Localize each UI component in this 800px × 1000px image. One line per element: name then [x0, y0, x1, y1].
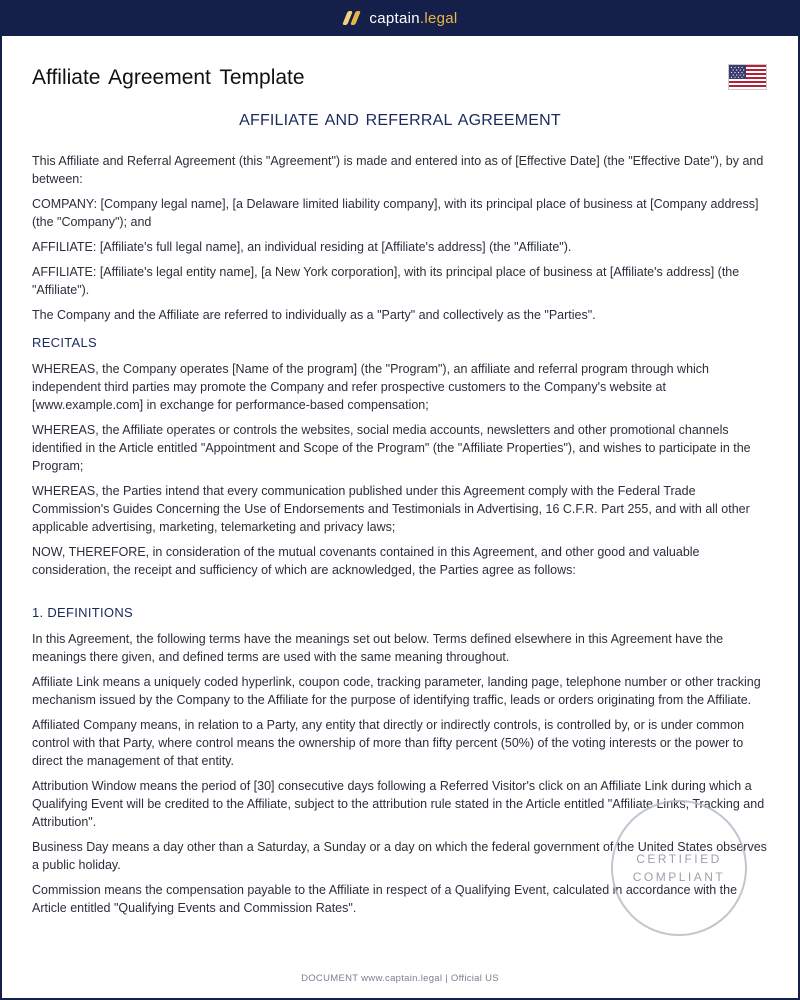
definition-paragraph: Attribution Window means the period of [30] consecutive days following a Referred Visitor's click on an Affiliate Link during which a Qualifying Event will be credited to the Affiliate, subject to the attribution rule stated in the Article entitled "Affiliate Links, Tracking and Attribution". — [32, 779, 765, 829]
definition-paragraph: In this Agreement, the following terms have the meanings set out below. Terms defined elsewhere in this Agreement have the meanings there given, and defined terms are used with the same meaning throughout. — [32, 632, 724, 664]
intro-paragraph: AFFILIATE: [Affiliate's full legal name], an individual residing at [Affiliate's address] (the "Affiliate"). — [32, 240, 572, 254]
definition-paragraph: Commission means the compensation payable to the Affiliate in respect of a Qualifying Event, calculated in accordance with the Article entitled "Qualifying Events and Commission Rates". — [32, 883, 738, 915]
recitals-heading: RECITALS — [32, 335, 98, 350]
footer-text: DOCUMENT www.captain.legal | Official US — [301, 973, 499, 984]
document-title: Affiliate Agreement Template — [32, 66, 305, 89]
recital-paragraph: WHEREAS, the Affiliate operates or controls the websites, social media accounts, newsletters and other promotional channels identified in the Article entitled "Appointment and Scope of the Program" (the "Affiliate Properties"), and wishes to participate in the Program; — [32, 423, 751, 473]
stamp-line: CERTIFIED — [636, 852, 722, 866]
definition-paragraph: Affiliate Link means a uniquely coded hyperlink, coupon code, tracking parameter, landing page, telephone number or other tracking mechanism issued by the Company to the Affiliate for the purpose of identifying traffic, leads or orders originating from the Affiliate. — [32, 675, 761, 707]
stamp-line: COMPLIANT — [632, 870, 726, 884]
us-flag-icon — [728, 64, 767, 90]
brand-name[interactable] — [369, 10, 457, 27]
intro-paragraph: AFFILIATE: [Affiliate's legal entity name], [a New York corporation], with its principal place of business at [Affiliate's address] (the "Affiliate"). — [32, 265, 740, 297]
brand-header-bar — [0, 0, 800, 36]
recital-paragraph: NOW, THEREFORE, in consideration of the mutual covenants contained in this Agreement, and other good and valuable consideration, the receipt and sufficiency of which are acknowledged, the Parties agree as follows: — [32, 545, 700, 577]
definitions-heading: 1. DEFINITIONS — [32, 605, 133, 620]
certified-compliant-stamp — [611, 800, 747, 936]
intro-paragraph: COMPANY: [Company legal name], [a Delaware limited liability company], with its principal place of business at [Company address] (the "Company"); and — [32, 197, 759, 229]
intro-paragraph: This Affiliate and Referral Agreement (this "Agreement") is made and entered into as of [Effective Date] (the "Effective Date"), by and between: — [32, 154, 764, 186]
brand-name-tld: .legal — [419, 9, 458, 27]
recital-paragraph: WHEREAS, the Company operates [Name of the program] (the "Program"), an affiliate and referral program through which independent third parties may promote the Company and refer prospective customers to the Company's website at [www.example.com] in exchange for performance-based compensation; — [32, 362, 710, 412]
captain-legal-logo-icon — [342, 10, 360, 26]
intro-paragraph: The Company and the Affiliate are referred to individually as a "Party" and collectively as the "Parties". — [32, 308, 596, 322]
recital-paragraph: WHEREAS, the Parties intend that every communication published under this Agreement comply with the Federal Trade Commission's Guides Concerning the Use of Endorsements and Testimonials in Advertising, 16 C.F.R. Part 255, and with all other applicable advertising, marketing, telemarketing and privacy laws; — [32, 484, 750, 534]
agreement-heading: AFFILIATE AND REFERRAL AGREEMENT — [239, 112, 561, 129]
definition-paragraph: Affiliated Company means, in relation to a Party, any entity that directly or indirectly controls, is controlled by, or is under common control with that Party, where control means the ownership of more than fifty percent (50%) of the voting interests or the power to direct the management of that entity. — [32, 718, 745, 768]
brand-name-main: captain — [369, 9, 420, 27]
definition-paragraph: Business Day means a day other than a Saturday, a Sunday or a day on which the federal government of the United States observes a public holiday. — [32, 840, 767, 872]
